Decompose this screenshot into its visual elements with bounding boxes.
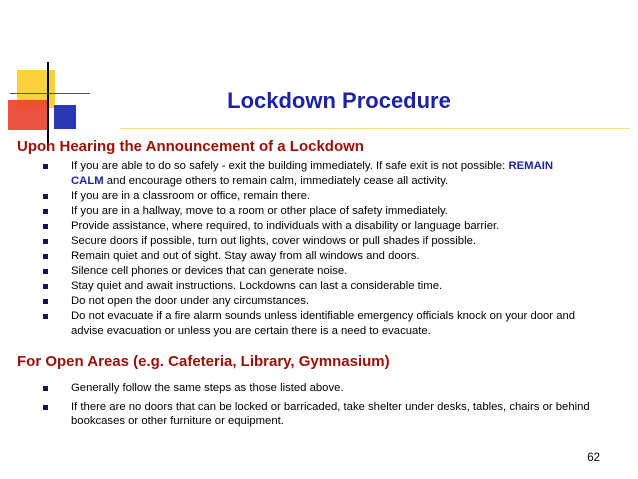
item-text: Stay quiet and await instructions. Lockdowns can last a considerable time. — [71, 280, 443, 293]
item-text: Generally follow the same steps as those listed above. — [71, 382, 344, 394]
bullet-marker — [43, 224, 48, 229]
item-text-pre: If you are able to do so safely - exit the building immediately. If safe exit is not possible: — [71, 160, 509, 172]
item-text: Do not open the door under any circumstances. — [71, 295, 310, 308]
item-text: If you are in a classroom or office, remain there. — [71, 189, 311, 202]
section-heading-open-areas: For Open Areas (e.g. Cafeteria, Library, Gymnasium) — [17, 353, 390, 370]
slide-title: Lockdown Procedure — [227, 88, 451, 113]
bullet-marker — [43, 269, 48, 274]
list-item — [0, 400, 638, 429]
list-item — [0, 189, 638, 204]
list-item — [0, 234, 638, 249]
item-text: Do not evacuate if a fire alarm sounds unless identifiable emergency officials knock on your door and advise evacuation or unless you are certain there is a need to evacuate. — [71, 310, 576, 337]
bullet-marker — [43, 239, 48, 244]
list-item — [0, 159, 638, 188]
open-areas-steps-list — [0, 381, 638, 433]
bullet-marker — [43, 284, 48, 289]
item-text: If there are no doors that can be locked or barricaded, take shelter under desks, tables, chairs or behind bookcases or other furniture or equipment. — [71, 400, 590, 427]
list-item — [0, 309, 638, 338]
bullet-marker — [43, 194, 48, 199]
bullet-marker — [43, 254, 48, 259]
lockdown-steps-list — [0, 159, 638, 339]
calm-emphasis: CALM — [71, 174, 104, 187]
item-text: Remain quiet and out of sight. Stay away from all windows and doors. — [71, 249, 420, 262]
page-number: 62 — [587, 452, 600, 464]
list-item — [0, 249, 638, 264]
bullet-marker — [43, 209, 48, 214]
item-text: If you are in a hallway, move to a room or other place of safety immediately. — [71, 204, 448, 217]
title-separator — [120, 128, 630, 129]
bullet-marker — [43, 164, 48, 169]
list-item — [0, 264, 638, 279]
list-item — [0, 219, 638, 234]
remain-emphasis: REMAIN — [508, 160, 554, 172]
item-text-post: and encourage others to remain calm, immediately cease all activity. — [103, 174, 449, 187]
list-item — [0, 279, 638, 294]
item-text: Secure doors if possible, turn out lights, cover windows or pull shades if possible. — [71, 234, 477, 247]
list-item — [0, 381, 638, 396]
item-text: Silence cell phones or devices that can generate noise. — [71, 265, 348, 278]
bullet-marker — [43, 386, 48, 391]
bullet-marker — [43, 314, 48, 319]
list-item — [0, 294, 638, 309]
list-item — [0, 204, 638, 219]
bullet-marker — [43, 405, 48, 410]
item-text: Provide assistance, where required, to individuals with a disability or language barrier. — [71, 219, 500, 232]
section-heading-lockdown: Upon Hearing the Announcement of a Lockdown — [17, 138, 364, 155]
bullet-marker — [43, 299, 48, 304]
